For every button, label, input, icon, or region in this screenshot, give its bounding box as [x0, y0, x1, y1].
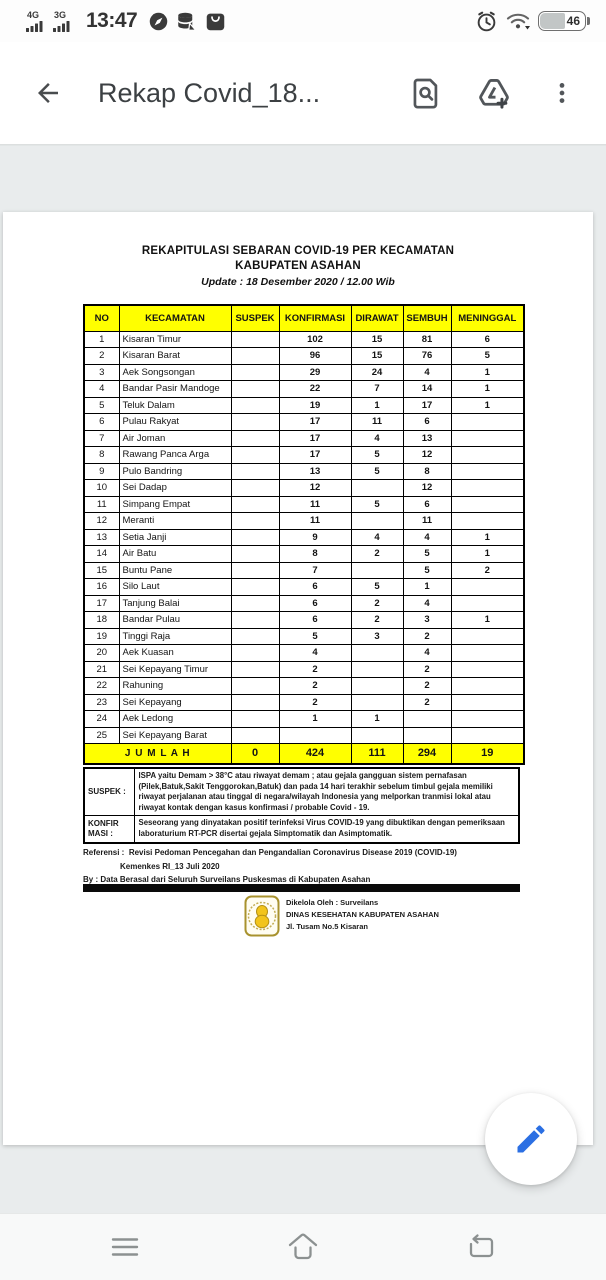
column-header: SUSPEK [231, 305, 279, 331]
table-cell: 22 [84, 678, 119, 695]
table-cell: 7 [84, 430, 119, 447]
table-cell: 4 [279, 645, 351, 662]
table-cell: 1 [451, 397, 524, 414]
table-cell [451, 628, 524, 645]
app-bar [0, 42, 606, 144]
table-cell: 4 [351, 430, 403, 447]
column-header: SEMBUH [403, 305, 451, 331]
table-cell: 6 [84, 414, 119, 431]
table-cell: Meranti [119, 513, 231, 530]
home-icon [286, 1232, 320, 1262]
table-cell: 18 [84, 612, 119, 629]
arrow-back-icon [33, 78, 63, 108]
table-cell: 5 [279, 628, 351, 645]
table-cell: 11 [403, 513, 451, 530]
table-cell [451, 430, 524, 447]
menu-icon [110, 1235, 140, 1259]
table-cell [351, 562, 403, 579]
table-cell: 1 [451, 364, 524, 381]
table-cell [351, 480, 403, 497]
storage-stack-icon [176, 11, 198, 32]
table-cell [279, 727, 351, 744]
table-cell: 6 [279, 579, 351, 596]
table-cell: 6 [279, 612, 351, 629]
table-cell: 5 [403, 546, 451, 563]
table-cell [351, 645, 403, 662]
document-page [3, 212, 593, 1145]
table-cell: Buntu Pane [119, 562, 231, 579]
table-cell: 76 [403, 348, 451, 365]
more-vert-icon [549, 80, 575, 106]
table-cell [451, 447, 524, 464]
table-cell: 5 [351, 579, 403, 596]
table-cell [231, 414, 279, 431]
total-dirawat: 111 [351, 744, 403, 764]
referensi-line2: Kemenkes RI_13 Juli 2020 [120, 862, 220, 871]
table-cell: 10 [84, 480, 119, 497]
table-cell [231, 562, 279, 579]
table-cell: 2 [279, 694, 351, 711]
table-cell: Rahuning [119, 678, 231, 695]
table-cell: 4 [351, 529, 403, 546]
table-cell: Rawang Panca Arga [119, 447, 231, 464]
table-cell: 1 [451, 381, 524, 398]
table-cell: Sei Kepayang Barat [119, 727, 231, 744]
document-title: Rekap Covid_18... [98, 77, 321, 108]
table-cell: 1 [351, 397, 403, 414]
table-cell: 24 [84, 711, 119, 728]
table-cell: 1 [84, 331, 119, 348]
table-row [84, 595, 524, 612]
definitions-table [83, 767, 520, 844]
report-update-line: Update : 18 Desember 2020 / 12.00 Wib [201, 276, 395, 288]
table-cell [231, 711, 279, 728]
alarm-clock-icon [475, 10, 498, 33]
table-cell: 17 [279, 430, 351, 447]
table-cell: Kisaran Timur [119, 331, 231, 348]
table-cell: 17 [84, 595, 119, 612]
battery-level-fill [540, 13, 565, 29]
table-cell: 13 [279, 463, 351, 480]
table-cell: 8 [279, 546, 351, 563]
table-cell: Sei Kepayang Timur [119, 661, 231, 678]
table-cell: 14 [84, 546, 119, 563]
table-row [84, 414, 524, 431]
table-cell: Kisaran Barat [119, 348, 231, 365]
status-time: 13:47 [86, 9, 138, 32]
table-cell: 11 [279, 513, 351, 530]
table-cell [231, 678, 279, 695]
table-cell: 4 [403, 645, 451, 662]
table-cell: 9 [279, 529, 351, 546]
table-cell: 2 [403, 661, 451, 678]
table-cell [231, 694, 279, 711]
table-cell [231, 645, 279, 662]
divider-bar [83, 884, 520, 892]
table-cell: 15 [351, 348, 403, 365]
network-type-label: 4G [27, 9, 40, 20]
table-cell [351, 694, 403, 711]
table-cell: 3 [351, 628, 403, 645]
table-header-row [84, 305, 524, 331]
table-cell: Bandar Pasir Mandoge [119, 381, 231, 398]
table-cell: 12 [84, 513, 119, 530]
find-in-page-icon [409, 76, 443, 110]
table-cell: Pulo Bandring [119, 463, 231, 480]
table-cell: Aek Kuasan [119, 645, 231, 662]
pencil-icon [513, 1121, 549, 1157]
table-cell: 12 [279, 480, 351, 497]
table-cell [231, 546, 279, 563]
by-line: By : Data Berasal dari Seluruh Surveilans Puskesmas di Kabupaten Asahan [83, 875, 371, 884]
table-cell: 4 [403, 364, 451, 381]
total-meninggal: 19 [451, 744, 524, 764]
table-cell: 25 [84, 727, 119, 744]
footer-block [244, 895, 439, 937]
table-cell [231, 496, 279, 513]
table-cell: 6 [451, 331, 524, 348]
table-cell: 17 [403, 397, 451, 414]
table-cell [231, 364, 279, 381]
table-cell: 3 [84, 364, 119, 381]
table-row [84, 661, 524, 678]
table-cell: 5 [351, 447, 403, 464]
total-label: J U M L A H [84, 744, 231, 764]
table-cell: 15 [351, 331, 403, 348]
table-cell: 102 [279, 331, 351, 348]
table-cell [231, 397, 279, 414]
column-header: KONFIRMASI [279, 305, 351, 331]
table-cell [451, 414, 524, 431]
table-cell [231, 579, 279, 596]
table-cell: 1 [351, 711, 403, 728]
table-cell: 1 [403, 579, 451, 596]
table-row [84, 364, 524, 381]
table-cell [351, 513, 403, 530]
table-cell [451, 661, 524, 678]
table-cell: 2 [403, 678, 451, 695]
table-cell: 23 [84, 694, 119, 711]
table-row [84, 331, 524, 348]
table-cell: 29 [279, 364, 351, 381]
referensi-line: Referensi : Revisi Pedoman Pencegahan dan Pengandalian Coronavirus Disease 2019 (COVID-19) [83, 848, 457, 857]
table-cell: 4 [84, 381, 119, 398]
table-cell: 6 [279, 595, 351, 612]
table-cell [231, 513, 279, 530]
table-cell [231, 529, 279, 546]
table-cell: 5 [351, 463, 403, 480]
table-cell: Sei Kepayang [119, 694, 231, 711]
total-suspek: 0 [231, 744, 279, 764]
table-cell: Pulau Rakyat [119, 414, 231, 431]
table-row [84, 579, 524, 596]
table-row [84, 645, 524, 662]
table-row [84, 529, 524, 546]
note-row [84, 768, 519, 816]
table-cell [451, 463, 524, 480]
table-cell [451, 496, 524, 513]
footer-line3: Jl. Tusam No.5 Kisaran [286, 922, 368, 931]
table-cell: Silo Laut [119, 579, 231, 596]
status-bar [0, 0, 606, 42]
table-cell [451, 480, 524, 497]
table-cell: Tinggi Raja [119, 628, 231, 645]
table-cell [403, 711, 451, 728]
table-cell: 4 [403, 529, 451, 546]
edit-fab[interactable] [485, 1093, 577, 1185]
column-header: MENINGGAL [451, 305, 524, 331]
table-cell [403, 727, 451, 744]
table-cell [231, 447, 279, 464]
table-cell: 20 [84, 645, 119, 662]
battery-percent: 46 [566, 14, 580, 28]
table-row [84, 562, 524, 579]
add-to-drive-button[interactable] [468, 67, 520, 119]
table-cell: 24 [351, 364, 403, 381]
table-cell: Air Joman [119, 430, 231, 447]
table-cell: 13 [403, 430, 451, 447]
table-cell: 4 [403, 595, 451, 612]
table-cell: Air Batu [119, 546, 231, 563]
table-cell: Tanjung Balai [119, 595, 231, 612]
table-cell: 8 [84, 447, 119, 464]
table-cell: Simpang Empat [119, 496, 231, 513]
table-row [84, 447, 524, 464]
signal-4g-icon [26, 11, 46, 32]
table-cell: 5 [84, 397, 119, 414]
table-cell: 13 [84, 529, 119, 546]
overflow-menu-button[interactable] [536, 67, 588, 119]
table-row [84, 348, 524, 365]
signal-3g-icon [53, 11, 73, 32]
table-row [84, 513, 524, 530]
table-cell: 2 [403, 694, 451, 711]
table-cell: 8 [403, 463, 451, 480]
table-cell: 1 [451, 612, 524, 629]
table-cell: 5 [451, 348, 524, 365]
table-cell: 9 [84, 463, 119, 480]
table-cell [231, 628, 279, 645]
note-label: SUSPEK : [84, 768, 134, 816]
table-cell: Setia Janji [119, 529, 231, 546]
table-row [84, 546, 524, 563]
table-cell [231, 480, 279, 497]
column-header: KECAMATAN [119, 305, 231, 331]
table-cell [231, 348, 279, 365]
note-label: KONFIR MASI : [84, 816, 134, 843]
note-row [84, 816, 519, 843]
table-cell [451, 645, 524, 662]
table-cell [231, 331, 279, 348]
table-cell: 2 [351, 612, 403, 629]
table-cell [451, 694, 524, 711]
home-button[interactable] [273, 1221, 333, 1273]
table-cell: 96 [279, 348, 351, 365]
table-row [84, 628, 524, 645]
table-cell: 2 [84, 348, 119, 365]
back-icon [466, 1233, 496, 1261]
table-cell [451, 711, 524, 728]
table-cell: 6 [403, 414, 451, 431]
table-cell [231, 430, 279, 447]
table-cell [231, 381, 279, 398]
table-cell: 19 [279, 397, 351, 414]
table-row [84, 612, 524, 629]
column-header: DIRAWAT [351, 305, 403, 331]
table-cell [451, 678, 524, 695]
table-cell: 16 [84, 579, 119, 596]
table-cell: Teluk Dalam [119, 397, 231, 414]
table-cell [231, 661, 279, 678]
table-cell [451, 513, 524, 530]
back-nav-button[interactable] [451, 1221, 511, 1273]
table-cell [231, 595, 279, 612]
column-header: NO [84, 305, 119, 331]
table-cell: 11 [84, 496, 119, 513]
table-cell [231, 612, 279, 629]
table-cell: 2 [403, 628, 451, 645]
pdf-viewer[interactable] [0, 144, 606, 1213]
note-text: Seseorang yang dinyatakan positif terinfeksi Virus COVID-19 yang dibuktikan dengan pemeriksaan laboraturium RT-PCR disertai gejala Simptomatik dan Asimptomatik. [134, 816, 519, 843]
table-cell: 2 [351, 595, 403, 612]
table-cell [451, 595, 524, 612]
table-cell: 6 [403, 496, 451, 513]
network-type-label: 3G [54, 9, 67, 20]
table-cell [351, 727, 403, 744]
table-cell: Aek Songsongan [119, 364, 231, 381]
table-cell: 11 [351, 414, 403, 431]
wifi-icon [505, 10, 531, 32]
table-row [84, 711, 524, 728]
table-row [84, 381, 524, 398]
table-cell: 7 [351, 381, 403, 398]
table-cell: 17 [279, 447, 351, 464]
table-cell: 2 [279, 678, 351, 695]
table-cell: 81 [403, 331, 451, 348]
navigation-bar [0, 1213, 606, 1280]
add-to-drive-icon [476, 75, 512, 111]
table-cell: Aek Ledong [119, 711, 231, 728]
total-konfirmasi: 424 [279, 744, 351, 764]
footer-line2: DINAS KESEHATAN KABUPATEN ASAHAN [286, 910, 439, 919]
table-cell: 14 [403, 381, 451, 398]
table-cell: 17 [279, 414, 351, 431]
table-cell [451, 579, 524, 596]
table-row [84, 430, 524, 447]
table-cell: 15 [84, 562, 119, 579]
table-cell [351, 661, 403, 678]
table-cell: Sei Dadap [119, 480, 231, 497]
table-cell: 5 [403, 562, 451, 579]
shopping-bag-icon [205, 11, 226, 32]
table-cell [351, 678, 403, 695]
table-cell: Bandar Pulau [119, 612, 231, 629]
table-cell: 5 [351, 496, 403, 513]
table-cell [231, 463, 279, 480]
table-cell: 12 [403, 480, 451, 497]
table-cell: 19 [84, 628, 119, 645]
table-row [84, 727, 524, 744]
table-cell: 1 [451, 546, 524, 563]
battery-indicator [538, 11, 586, 31]
total-row [84, 744, 524, 764]
table-cell: 12 [403, 447, 451, 464]
report-title-line1: REKAPITULASI SEBARAN COVID-19 PER KECAMATAN [141, 245, 455, 257]
table-row [84, 496, 524, 513]
covid-table-body [84, 331, 524, 744]
total-sembuh: 294 [403, 744, 451, 764]
report-title-line2: KABUPATEN ASAHAN [235, 260, 361, 272]
footer-line1: Dikelola Oleh : Surveilans [286, 898, 379, 907]
table-cell [231, 727, 279, 744]
covid-table [83, 304, 525, 765]
compass-icon [148, 11, 169, 32]
table-cell: 2 [279, 661, 351, 678]
find-in-document-button[interactable] [400, 67, 452, 119]
table-row [84, 480, 524, 497]
table-row [84, 397, 524, 414]
table-cell: 1 [279, 711, 351, 728]
table-row [84, 694, 524, 711]
table-cell: 7 [279, 562, 351, 579]
table-cell: 2 [451, 562, 524, 579]
dinas-kesehatan-logo [244, 895, 280, 937]
table-row [84, 463, 524, 480]
table-cell: 1 [451, 529, 524, 546]
table-cell: 22 [279, 381, 351, 398]
note-text: ISPA yaitu Demam > 38°C atau riwayat demam ; atau gejala gangguan sistem pernafasan (Pilek,Batuk,Sakit Tenggorokan,Batuk) dan pada 14 hari terakhir sebelum timbul gejala memiliki riwayat perjalanan atau tinggal di negara/wilayah Indonesia yang melporkan tranmisi lokal atau riwayat kontak dengan kasus konfirmasi / probable Covid - 19. [134, 768, 519, 816]
table-cell: 21 [84, 661, 119, 678]
table-cell: 3 [403, 612, 451, 629]
table-cell [451, 727, 524, 744]
table-cell: 2 [351, 546, 403, 563]
recents-button[interactable] [95, 1221, 155, 1273]
table-row [84, 678, 524, 695]
table-cell: 11 [279, 496, 351, 513]
back-button[interactable] [26, 71, 70, 115]
